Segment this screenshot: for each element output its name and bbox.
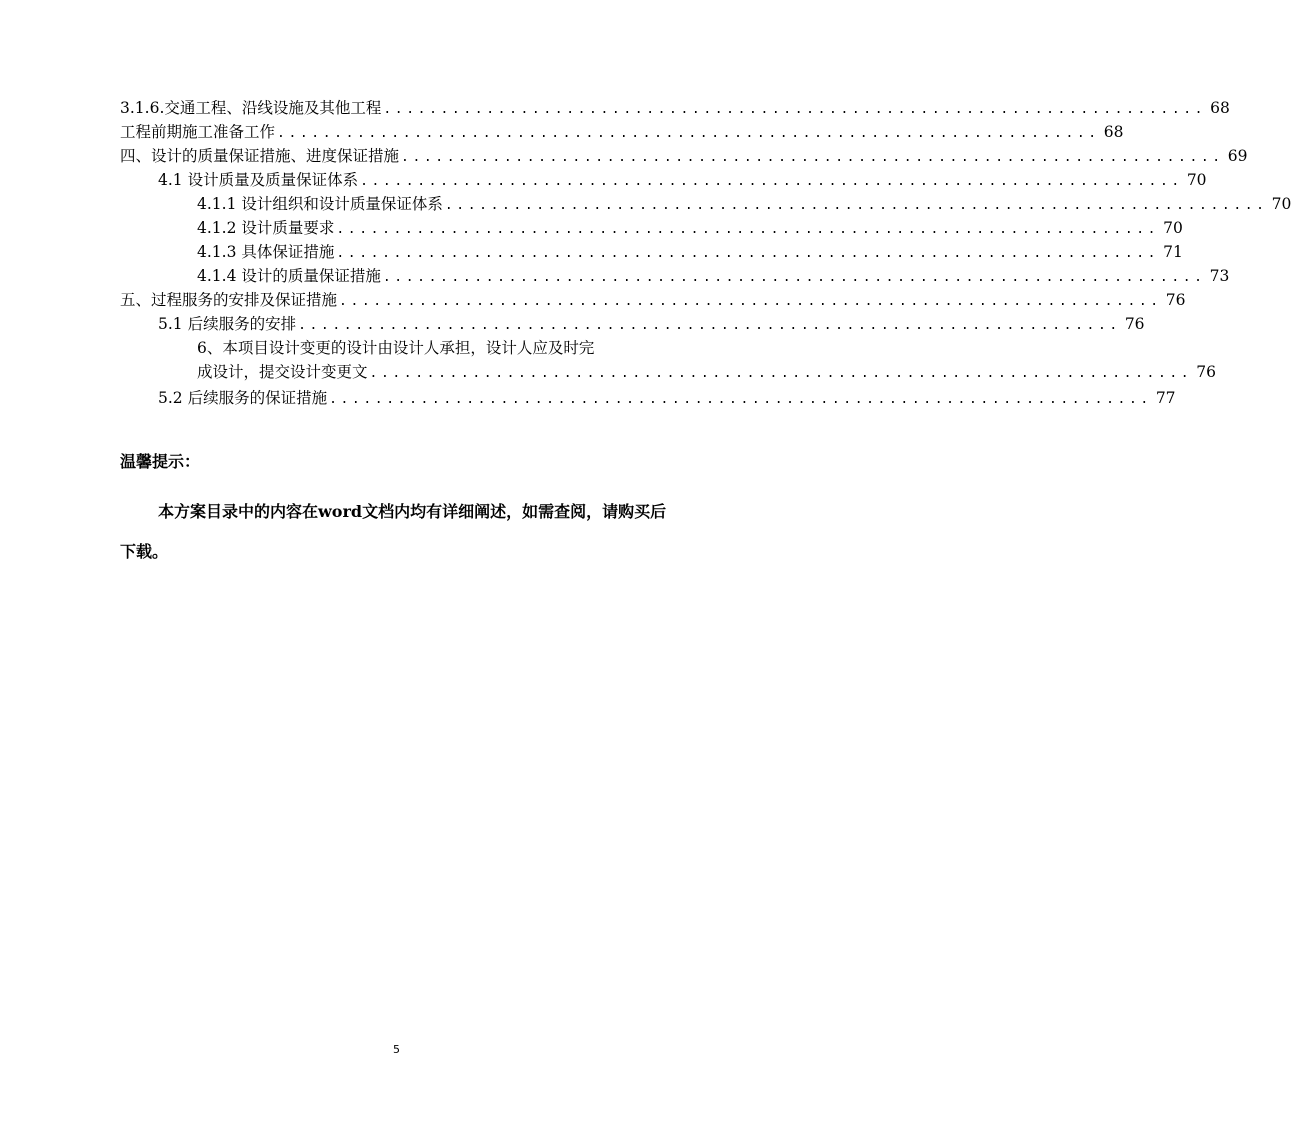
toc-entry-title: 5.2 后续服务的保证措施: [158, 389, 328, 407]
toc-entry[interactable]: [120, 240, 1183, 264]
toc-leader-dots: ........................................................................: [369, 366, 1193, 381]
toc-entry-title: 3.1.6.交通工程、沿线设施及其他工程: [120, 99, 382, 117]
toc-entry-title: 4.1.3 具体保证措施: [197, 243, 335, 261]
toc-leader-dots: ........................................................................: [298, 318, 1121, 333]
toc-leader-dots: ........................................................................: [444, 198, 1268, 213]
toc-entry[interactable]: [120, 312, 1145, 336]
toc-entry[interactable]: [120, 288, 1186, 312]
toc-leader-dots: ........................................................................: [339, 294, 1162, 309]
toc-entry[interactable]: [120, 386, 1176, 410]
toc-entry-page: 68: [1210, 99, 1230, 117]
notice-body: 本方案目录中的内容在word文档内均有详细阐述，如需查阅，请购买后下载。: [120, 502, 667, 561]
toc-entry-page: 68: [1103, 123, 1124, 141]
toc-leader-dots: ........................................................................: [336, 246, 1160, 261]
notice-title: 温馨提示：: [120, 452, 201, 471]
toc-entry-page: 77: [1155, 389, 1176, 407]
toc-entry[interactable]: [120, 336, 1216, 386]
toc-entry-page: 73: [1209, 267, 1230, 285]
toc-entry-title-line2: 成设计，提交设计变更文: [197, 363, 368, 381]
toc-entry-page: 70: [1163, 219, 1183, 237]
toc-entry-title: 4.1 设计质量及质量保证体系: [158, 171, 359, 189]
toc-leader-dots: ........................................................................: [277, 126, 1100, 141]
table-of-contents: [120, 96, 1291, 410]
toc-entry-title-line1: 6、本项目设计变更的设计由设计人承担，设计人应及时完: [197, 339, 595, 357]
toc-entry-page: 71: [1163, 243, 1183, 261]
toc-entry[interactable]: [120, 168, 1207, 192]
toc-entry-title: 4.1.4 设计的质量保证措施: [197, 267, 381, 285]
toc-entry[interactable]: [120, 216, 1183, 240]
toc-entry-title: 工程前期施工准备工作: [120, 123, 276, 141]
toc-leader-dots: ........................................................................: [401, 150, 1224, 165]
toc-entry-line2: [197, 360, 1216, 386]
toc-entry-page: 76: [1124, 315, 1145, 333]
toc-leader-dots: ........................................................................: [336, 222, 1160, 237]
notice-section: [120, 448, 680, 572]
toc-entry[interactable]: [120, 120, 1124, 144]
toc-leader-dots: ........................................................................: [382, 270, 1206, 285]
toc-entry-title: 4.1.2 设计质量要求: [197, 219, 335, 237]
toc-entry-page: 76: [1165, 291, 1186, 309]
toc-entry-title: 5.1 后续服务的安排: [158, 315, 297, 333]
toc-entry[interactable]: [120, 192, 1291, 216]
toc-entry-page: 70: [1271, 195, 1291, 213]
toc-entry-title: 四、设计的质量保证措施、进度保证措施: [120, 147, 400, 165]
toc-entry[interactable]: [120, 144, 1248, 168]
toc-entry-page: 76: [1196, 363, 1216, 381]
toc-entry-page: 70: [1186, 171, 1207, 189]
toc-entry[interactable]: [120, 264, 1230, 288]
toc-leader-dots: ........................................................................: [383, 102, 1207, 117]
toc-entry-title: 4.1.1 设计组织和设计质量保证体系: [197, 195, 443, 213]
toc-entry[interactable]: [120, 96, 1230, 120]
toc-leader-dots: ........................................................................: [329, 392, 1152, 407]
toc-entry-page: 69: [1227, 147, 1248, 165]
toc-entry-title: 五、过程服务的安排及保证措施: [120, 291, 338, 309]
toc-leader-dots: ........................................................................: [360, 174, 1183, 189]
page-number: 5: [393, 1043, 400, 1056]
